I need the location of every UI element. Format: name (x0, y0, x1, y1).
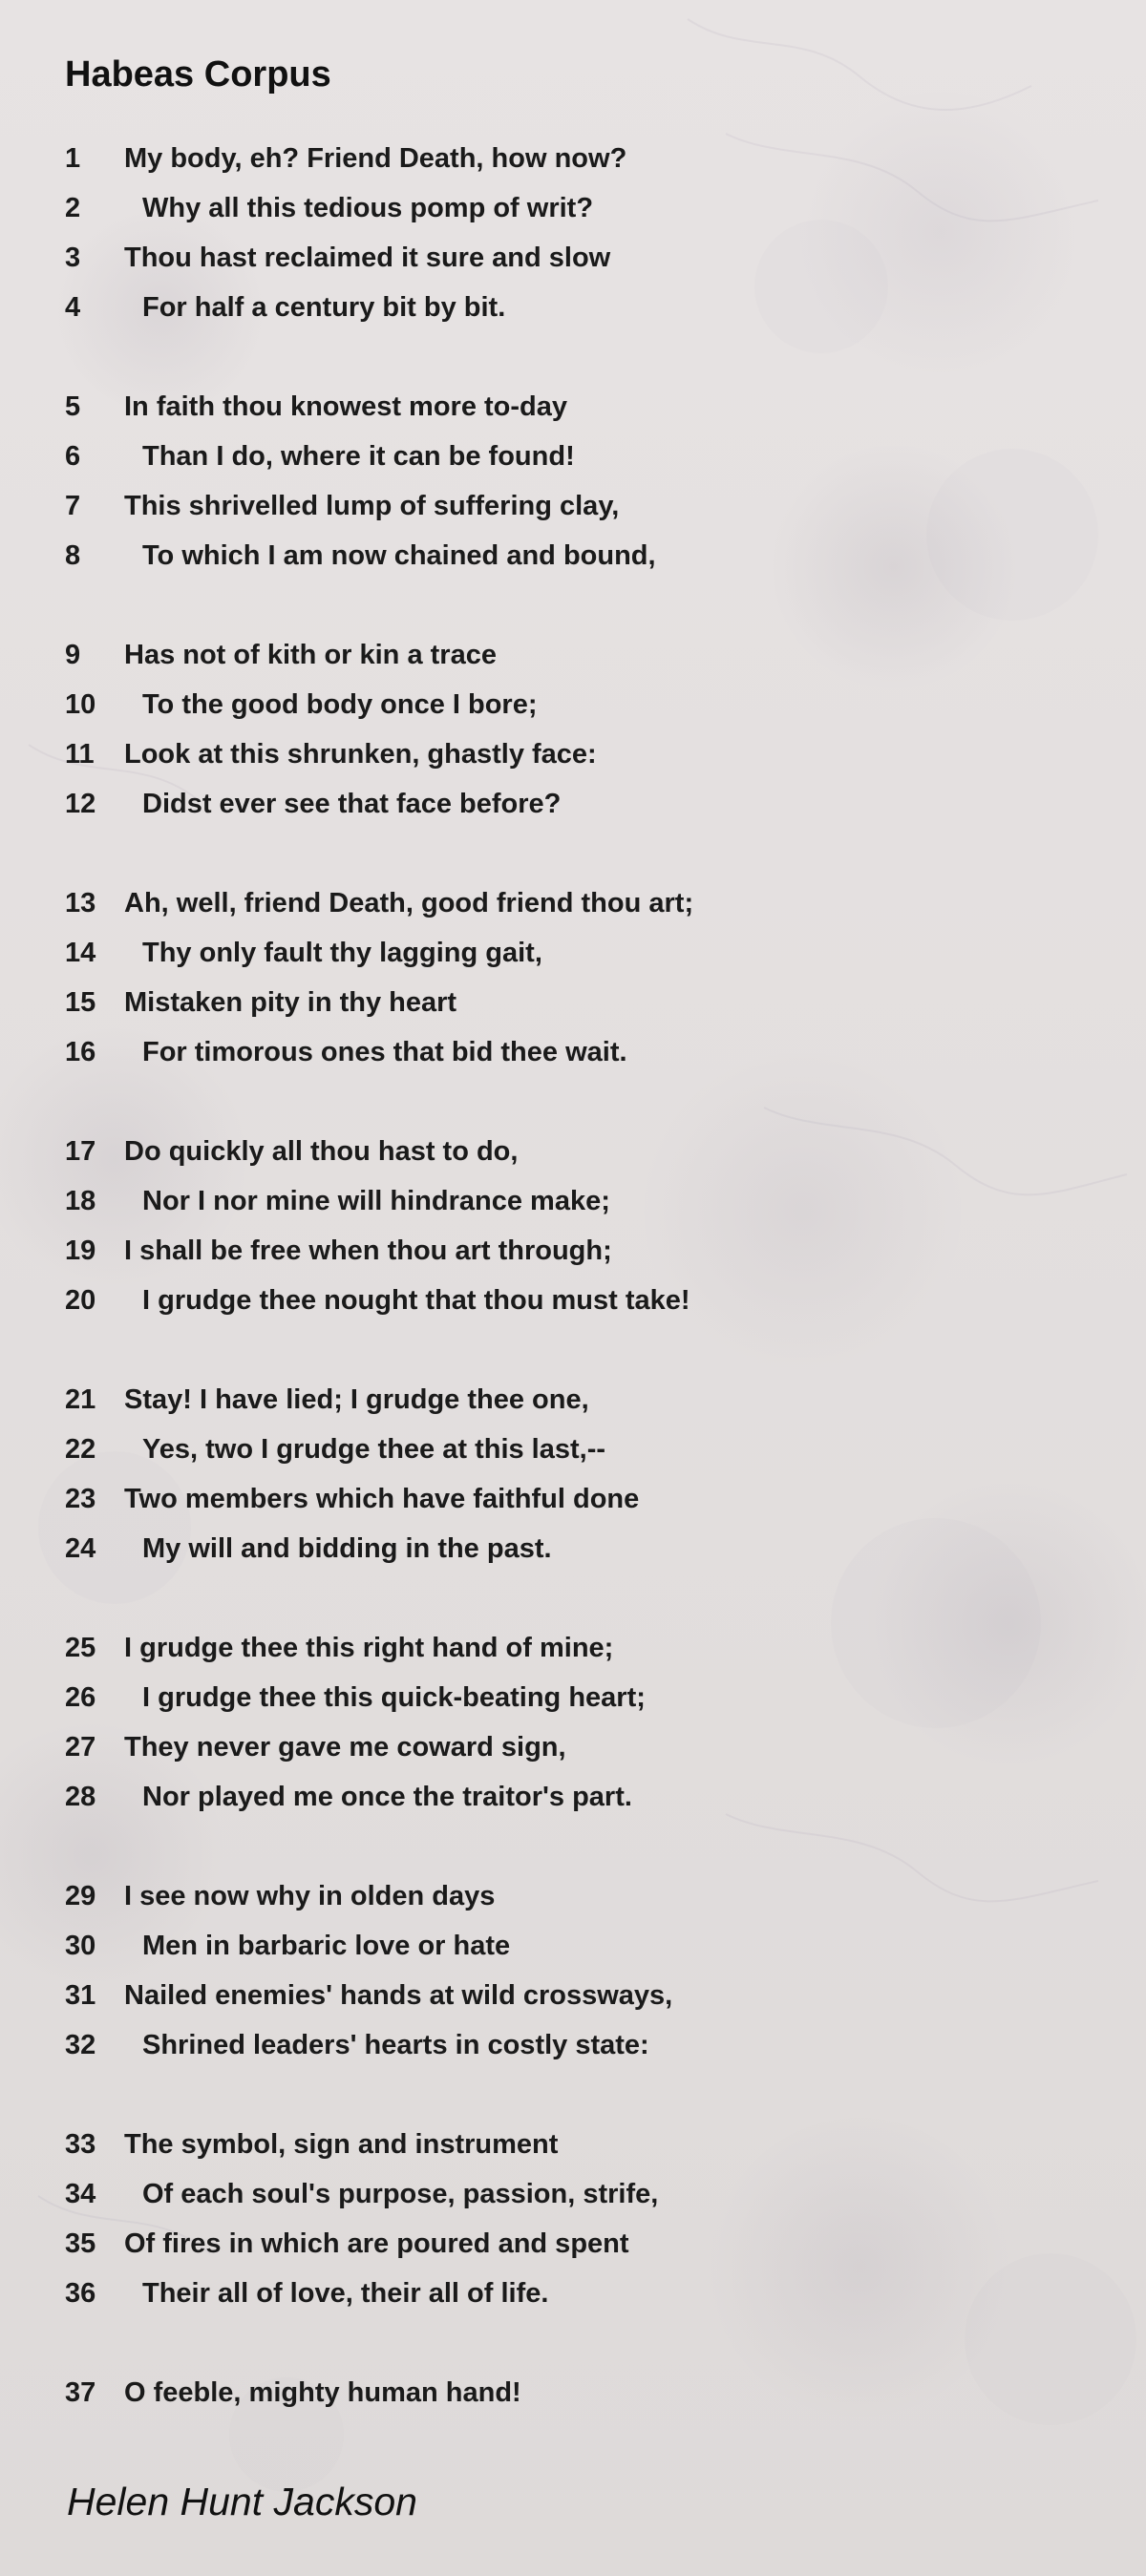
line-number: 12 (65, 789, 96, 819)
poem-line (65, 1176, 1077, 1226)
line-number: 17 (65, 1136, 96, 1167)
poem-line (65, 779, 1077, 829)
poem-line (65, 2020, 1077, 2070)
line-number: 34 (65, 2179, 96, 2209)
line-number: 6 (65, 441, 81, 472)
line-text: I grudge thee nought that thou must take! (142, 1285, 690, 1316)
poem-line (65, 382, 1077, 432)
line-text: To which I am now chained and bound, (142, 540, 656, 571)
line-number: 15 (65, 987, 96, 1018)
poem-line (65, 928, 1077, 978)
line-text: O feeble, mighty human hand! (124, 2377, 521, 2408)
line-text: Shrined leaders' hearts in costly state: (142, 2030, 649, 2060)
line-number: 28 (65, 1782, 96, 1812)
poem-line (65, 283, 1077, 332)
poem-container (65, 48, 1077, 2467)
line-text: To the good body once I bore; (142, 689, 538, 720)
line-number: 13 (65, 888, 96, 918)
line-text: Look at this shrunken, ghastly face: (124, 739, 597, 770)
poem-line (65, 1425, 1077, 1474)
line-text: Yes, two I grudge thee at this last,-- (142, 1434, 606, 1465)
line-number: 10 (65, 689, 96, 720)
line-number: 20 (65, 1285, 96, 1316)
poem-line (65, 531, 1077, 581)
stanza (65, 2120, 1077, 2318)
poem-line (65, 1722, 1077, 1772)
line-text: For half a century bit by bit. (142, 292, 506, 323)
stanza (65, 1623, 1077, 1822)
poem-line (65, 630, 1077, 680)
line-text: Nor played me once the traitor's part. (142, 1782, 632, 1812)
line-text: I shall be free when thou art through; (124, 1235, 612, 1266)
line-number: 26 (65, 1682, 96, 1713)
poem-line (65, 1871, 1077, 1921)
line-number: 8 (65, 540, 81, 571)
poem-line (65, 1027, 1077, 1077)
poem-line (65, 1226, 1077, 1276)
poem-line (65, 2120, 1077, 2169)
line-text: Do quickly all thou hast to do, (124, 1136, 519, 1167)
line-text: They never gave me coward sign, (124, 1732, 566, 1763)
line-number: 35 (65, 2228, 96, 2259)
line-text: Men in barbaric love or hate (142, 1931, 511, 1961)
line-text: I see now why in olden days (124, 1881, 496, 1911)
line-text: Thou hast reclaimed it sure and slow (124, 243, 611, 273)
poem-line (65, 1623, 1077, 1673)
stanza (65, 1127, 1077, 1325)
line-number: 37 (65, 2377, 96, 2408)
poem-line (65, 481, 1077, 531)
poem-line (65, 1524, 1077, 1573)
line-text: Why all this tedious pomp of writ? (142, 193, 594, 223)
line-text: This shrivelled lump of suffering clay, (124, 491, 620, 521)
poem-line (65, 233, 1077, 283)
line-text: Two members which have faithful done (124, 1484, 640, 1514)
line-number: 4 (65, 292, 81, 323)
line-text: Their all of love, their all of life. (142, 2278, 549, 2309)
poem-line (65, 978, 1077, 1027)
line-text: Of fires in which are poured and spent (124, 2228, 629, 2259)
line-text: My will and bidding in the past. (142, 1533, 552, 1564)
line-number: 9 (65, 640, 81, 670)
poem-line (65, 878, 1077, 928)
line-number: 25 (65, 1633, 96, 1663)
stanza (65, 134, 1077, 332)
stanza (65, 630, 1077, 829)
line-number: 31 (65, 1980, 96, 2011)
stanza (65, 878, 1077, 1077)
line-text: My body, eh? Friend Death, how now? (124, 143, 627, 174)
line-number: 19 (65, 1235, 96, 1266)
poem-body (65, 134, 1077, 2418)
line-text: For timorous ones that bid thee wait. (142, 1037, 627, 1067)
line-text: Than I do, where it can be found! (142, 441, 575, 472)
line-text: Thy only fault thy lagging gait, (142, 938, 542, 968)
poem-line (65, 1673, 1077, 1722)
poem-line (65, 1375, 1077, 1425)
poem-line (65, 729, 1077, 779)
poem-line (65, 1971, 1077, 2020)
stanza (65, 1871, 1077, 2070)
line-number: 30 (65, 1931, 96, 1961)
poem-line (65, 183, 1077, 233)
line-text: Stay! I have lied; I grudge thee one, (124, 1384, 589, 1415)
line-text: Mistaken pity in thy heart (124, 987, 457, 1018)
line-number: 7 (65, 491, 81, 521)
poem-line (65, 2368, 1077, 2418)
stanza (65, 1375, 1077, 1573)
line-number: 29 (65, 1881, 96, 1911)
line-number: 16 (65, 1037, 96, 1067)
poem-line (65, 1127, 1077, 1176)
line-number: 1 (65, 143, 81, 174)
poem-line (65, 1921, 1077, 1971)
poem-line (65, 432, 1077, 481)
line-number: 21 (65, 1384, 96, 1415)
line-text: Has not of kith or kin a trace (124, 640, 497, 670)
poem-line (65, 1474, 1077, 1524)
line-number: 22 (65, 1434, 96, 1465)
line-number: 24 (65, 1533, 96, 1564)
poem-line (65, 2169, 1077, 2219)
line-number: 32 (65, 2030, 96, 2060)
poem-line (65, 680, 1077, 729)
poem-line (65, 1276, 1077, 1325)
line-number: 36 (65, 2278, 96, 2309)
line-number: 5 (65, 391, 81, 422)
line-text: Ah, well, friend Death, good friend thou art; (124, 888, 694, 918)
line-text: In faith thou knowest more to-day (124, 391, 568, 422)
line-text: Of each soul's purpose, passion, strife, (142, 2179, 659, 2209)
line-number: 23 (65, 1484, 96, 1514)
line-number: 2 (65, 193, 81, 223)
poem-line (65, 1772, 1077, 1822)
line-text: I grudge thee this right hand of mine; (124, 1633, 614, 1663)
line-number: 14 (65, 938, 96, 968)
line-number: 27 (65, 1732, 96, 1763)
line-number: 18 (65, 1186, 96, 1216)
line-number: 11 (65, 739, 95, 770)
line-text: I grudge thee this quick-beating heart; (142, 1682, 646, 1713)
stanza (65, 382, 1077, 581)
poem-line (65, 134, 1077, 183)
line-text: Didst ever see that face before? (142, 789, 562, 819)
poem-author: Helen Hunt Jackson (67, 2480, 417, 2523)
line-text: Nailed enemies' hands at wild crossways, (124, 1980, 673, 2011)
stanza (65, 2368, 1077, 2418)
line-text: The symbol, sign and instrument (124, 2129, 559, 2160)
poem-title: Habeas Corpus (65, 54, 331, 95)
poem-line (65, 2219, 1077, 2269)
line-text: Nor I nor mine will hindrance make; (142, 1186, 610, 1216)
poem-line (65, 2269, 1077, 2318)
line-number: 3 (65, 243, 81, 273)
line-number: 33 (65, 2129, 96, 2160)
